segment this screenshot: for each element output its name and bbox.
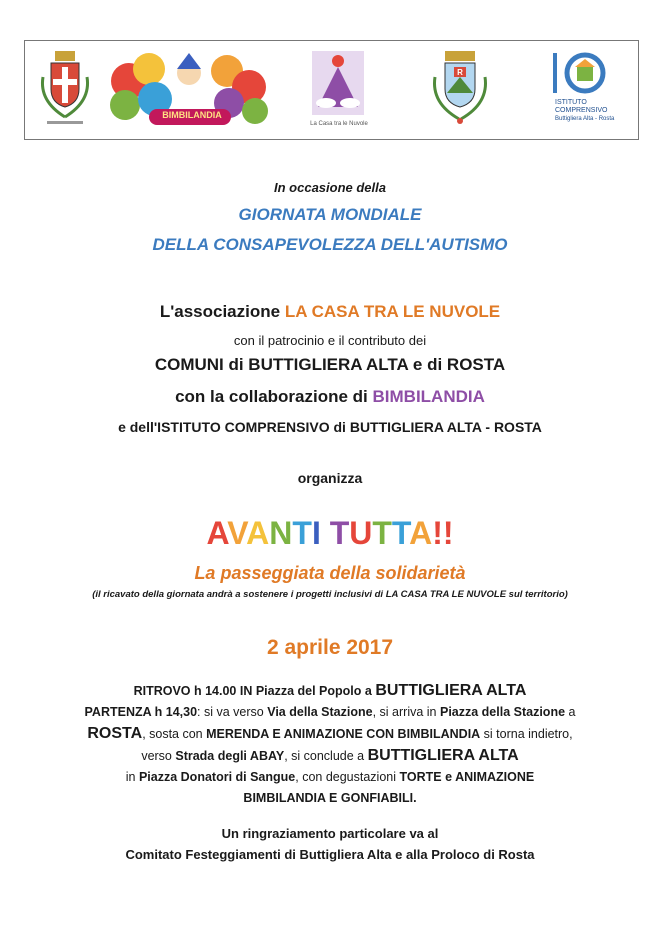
in-piazza: Piazza Donatori di Sangue bbox=[138, 770, 296, 784]
verso-strada: Strada degli ABAY bbox=[175, 749, 285, 763]
istituto-line1: ISTITUTO bbox=[555, 99, 587, 106]
event-line2: DELLA CONSAPEVOLEZZA DELL'AUTISMO bbox=[152, 235, 508, 254]
istituto-line3: Buttigliera Alta - Rosta bbox=[555, 116, 615, 122]
partenza-label: PARTENZA h 14,30 bbox=[84, 705, 198, 719]
bimbilandia-wordmark: BIMBILANDIA bbox=[162, 110, 222, 120]
ritrovo-text: RITROVO h 14.00 IN Piazza del Popolo a bbox=[133, 684, 376, 698]
partenza-text-c: a bbox=[565, 705, 576, 719]
partenza-text-a: : si va verso bbox=[197, 705, 268, 719]
program-sosta bbox=[0, 723, 660, 745]
in-text-a: in bbox=[125, 770, 139, 784]
title-letter: A bbox=[409, 515, 433, 551]
program-ritrovo bbox=[0, 680, 660, 702]
collab-line bbox=[0, 387, 660, 407]
comuni-line: COMUNI di BUTTIGLIERA ALTA e di ROSTA bbox=[154, 355, 506, 374]
title-letter: U bbox=[349, 515, 373, 551]
program-partenza bbox=[0, 702, 660, 723]
in-torte: TORTE e ANIMAZIONE bbox=[399, 770, 535, 784]
bimbilandia-logo-icon bbox=[107, 47, 272, 135]
proceeds-note: (il ricavato della giornata andrà a sostenere i progetti inclusivi di LA CASA TRA LE NUVOLE sul territorio) bbox=[92, 589, 568, 600]
istituto-line2: COMPRENSIVO bbox=[555, 107, 608, 114]
partenza-text-b: , si arriva in bbox=[372, 705, 440, 719]
collab-prefix: con la collaborazione di bbox=[175, 387, 373, 406]
sosta-merenda: MERENDA E ANIMAZIONE CON BIMBILANDIA bbox=[206, 727, 481, 741]
title-letter: V bbox=[227, 515, 247, 551]
program-last: BIMBILANDIA E GONFIABILI. bbox=[243, 791, 417, 805]
title-letter: T bbox=[372, 515, 392, 551]
title-letter: T bbox=[391, 515, 410, 551]
verso-text-a: verso bbox=[141, 749, 176, 763]
event-tagline: La passeggiata della solidarietà bbox=[194, 563, 466, 583]
program-verso bbox=[0, 745, 660, 767]
partenza-piazza: Piazza della Stazione bbox=[439, 705, 566, 719]
program-in bbox=[0, 767, 660, 788]
istituto-line: e dell'ISTITUTO COMPRENSIVO di BUTTIGLIERA ALTA - ROSTA bbox=[118, 419, 542, 435]
title-letter: ! bbox=[432, 515, 443, 551]
thanks-line1: Un ringraziamento particolare va al bbox=[221, 826, 439, 841]
assoc-prefix: L'associazione bbox=[159, 302, 285, 321]
in-text-b: , con degustazioni bbox=[295, 770, 400, 784]
partenza-via: Via della Stazione bbox=[267, 705, 373, 719]
title-letter bbox=[321, 515, 330, 551]
sosta-text-a: , sosta con bbox=[142, 727, 207, 741]
event-date: 2 aprile 2017 bbox=[266, 636, 394, 659]
title-letter: I bbox=[311, 515, 321, 551]
patronage-line: con il patrocinio e il contributo dei bbox=[233, 333, 427, 348]
title-letter: ! bbox=[442, 515, 454, 551]
logo-bar bbox=[24, 40, 639, 140]
ritrovo-place: BUTTIGLIERA ALTA bbox=[375, 682, 527, 699]
comune-rosta-crest-icon bbox=[425, 47, 495, 135]
thanks-line2: Comitato Festeggiamenti di Buttigliera Alta e alla Proloco di Rosta bbox=[125, 847, 535, 862]
rosta-text: ROSTA bbox=[87, 725, 143, 742]
organizza-text: organizza bbox=[297, 470, 363, 486]
program-block bbox=[0, 680, 660, 809]
title-letter: A bbox=[246, 515, 270, 551]
casa-caption: La Casa tra le Nuvole bbox=[310, 121, 368, 127]
istituto-logo-text bbox=[555, 99, 635, 123]
title-letter: N bbox=[269, 515, 293, 551]
title-letter: T bbox=[329, 515, 350, 551]
event-title bbox=[0, 515, 660, 552]
title-letter: A bbox=[206, 515, 228, 551]
verso-text-b: , si conclude a bbox=[284, 749, 368, 763]
verso-place: BUTTIGLIERA ALTA bbox=[367, 747, 519, 764]
assoc-name: LA CASA TRA LE NUVOLE bbox=[284, 302, 501, 321]
sosta-text-b: si torna indietro, bbox=[480, 727, 573, 741]
rosta-badge: R bbox=[457, 68, 463, 77]
event-line1: GIORNATA MONDIALE bbox=[238, 205, 422, 224]
association-line bbox=[0, 302, 660, 322]
occasion-text: In occasione della bbox=[274, 180, 386, 195]
title-letter: T bbox=[292, 515, 312, 551]
collab-name: BIMBILANDIA bbox=[372, 387, 485, 406]
comune-buttigliera-crest-icon bbox=[35, 47, 95, 135]
